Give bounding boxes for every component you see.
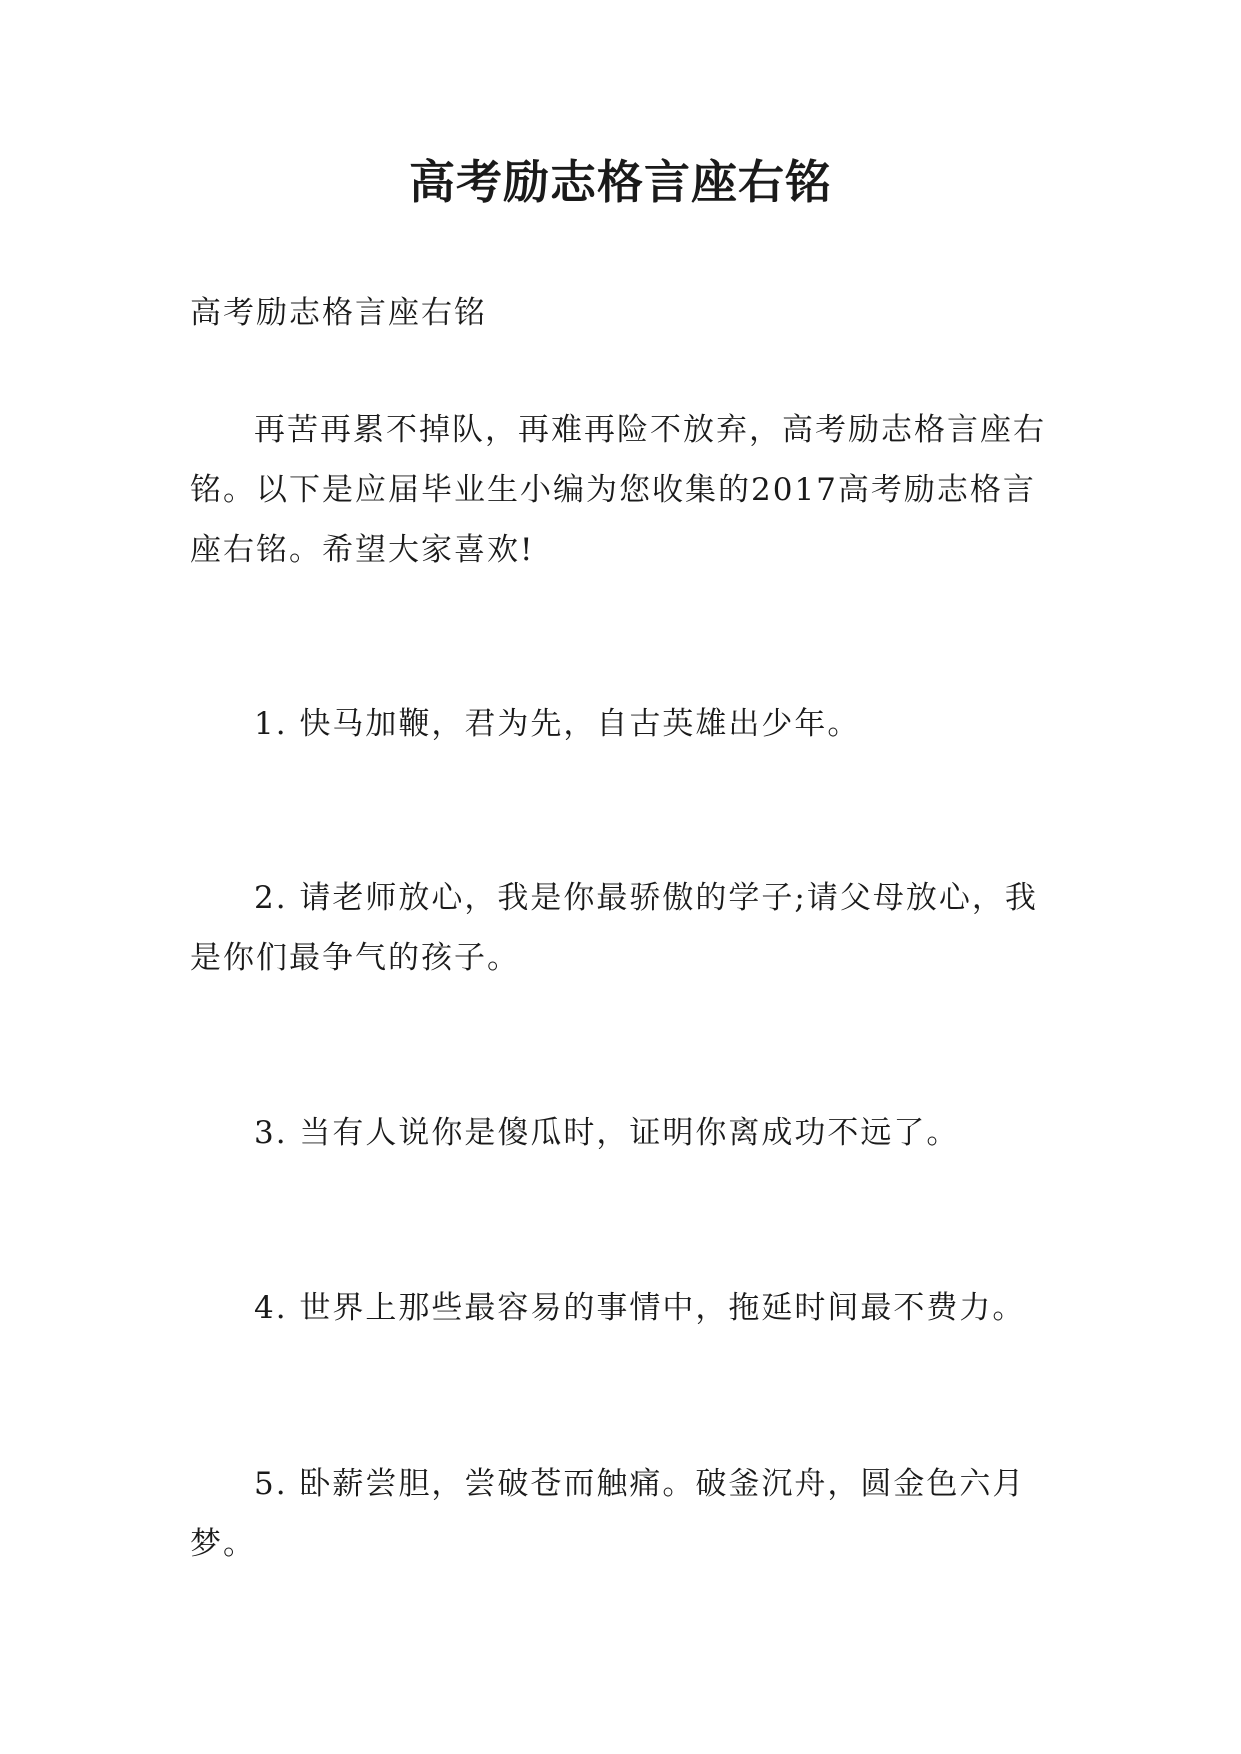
quote-item: 4. 世界上那些最容易的事情中，拖延时间最不费力。 <box>254 1290 1026 1326</box>
quote-item: 5. 卧薪尝胆，尝破苍而触痛。破釜沉舟，圆金色六月梦。 <box>190 1466 1026 1562</box>
document-subtitle: 高考励志格言座右铭 <box>190 295 487 331</box>
quote-item: 2. 请老师放心，我是你最骄傲的学子;请父母放心，我是你们最争气的孩子。 <box>190 880 1038 976</box>
quote-item: 3. 当有人说你是傻瓜时，证明你离成功不远了。 <box>254 1115 960 1151</box>
page-title: 高考励志格言座右铭 <box>409 155 832 209</box>
quote-item: 1. 快马加鞭，君为先，自古英雄出少年。 <box>254 706 861 742</box>
intro-paragraph: 再苦再累不掉队，再难再险不放弃，高考励志格言座右铭。以下是应届毕业生小编为您收集的2017高考励志格言座右铭。希望大家喜欢! <box>190 412 1046 568</box>
